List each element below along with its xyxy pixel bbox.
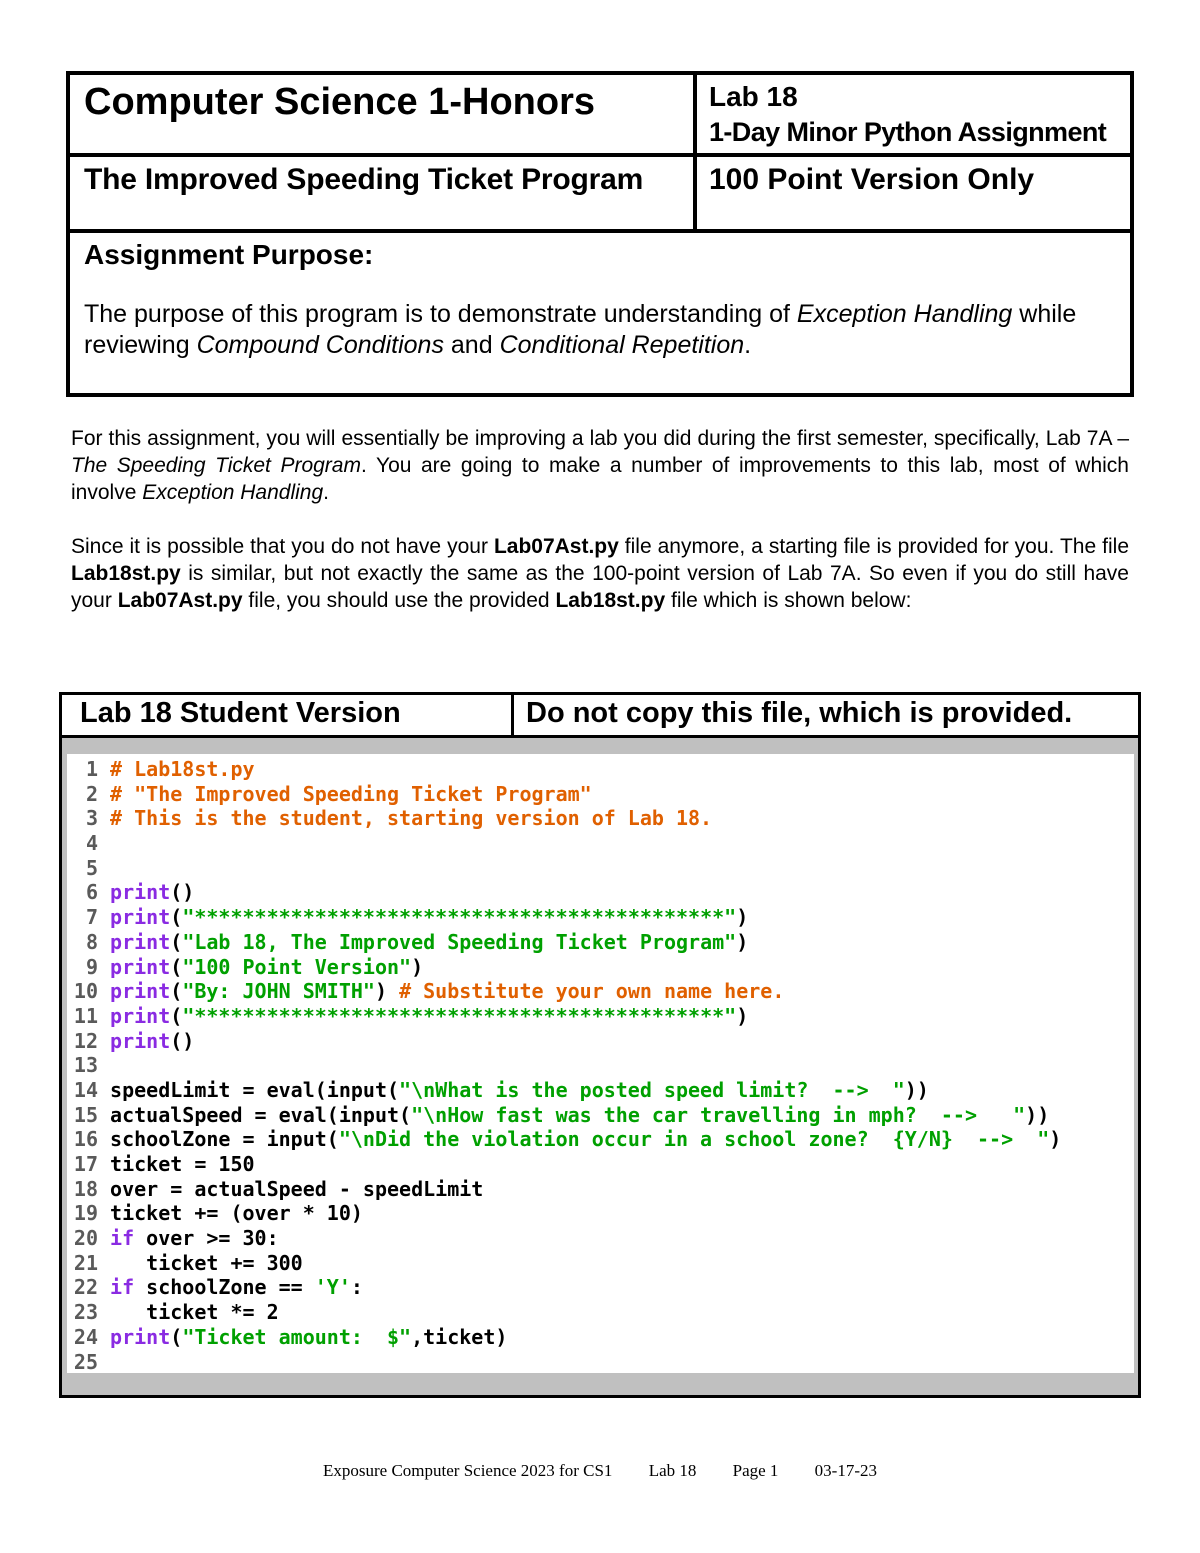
line-number: 19 (73, 1201, 98, 1226)
code-line (70, 1251, 1061, 1276)
code-text: () (170, 1028, 195, 1053)
line-number: 14 (73, 1077, 98, 1102)
code-text: over >= 30: (134, 1226, 279, 1251)
bold-filename: Lab18st.py (555, 589, 666, 612)
code-line (70, 856, 1061, 881)
code-string: "********************************************" (182, 905, 737, 930)
code-line (70, 1300, 1061, 1325)
text-run: . You are going to make a number of improvements to this lab, most of which involve (71, 454, 1129, 504)
version-label: 100 Point Version Only (709, 163, 1035, 196)
code-text: ticket *= 2 (110, 1300, 279, 1325)
line-number: 8 (85, 929, 98, 954)
line-number: 24 (73, 1324, 98, 1349)
line-number: 12 (73, 1028, 98, 1053)
code-keyword: print (110, 954, 171, 979)
code-keyword: print (110, 1324, 171, 1349)
course-cell (70, 75, 697, 157)
code-line (70, 930, 1061, 955)
code-line (70, 831, 1061, 856)
bold-filename: Lab18st.py (71, 562, 181, 585)
text-run: while reviewing (84, 300, 1077, 359)
code-comment: # Lab18st.py (110, 757, 255, 781)
code-comment: # Substitute your own name here. (399, 979, 785, 1004)
code-text: () (170, 880, 195, 905)
code-line (70, 979, 1061, 1004)
page-footer (0, 1461, 1200, 1481)
code-text: ( (170, 1324, 183, 1349)
code-text: ticket = 150 (110, 1152, 255, 1176)
text-run: file anymore, a starting file is provided for you. The file (618, 535, 1129, 558)
text-run: The purpose of this program is to demonstrate understanding of (84, 300, 797, 328)
text-run: and (443, 331, 500, 359)
code-string: "********************************************" (182, 1003, 737, 1028)
purpose-cell (70, 233, 1130, 393)
line-number: 3 (85, 806, 98, 831)
italic-text: Exception Handling (142, 481, 324, 504)
code-keyword: print (110, 1003, 171, 1028)
code-string: "\nHow fast was the car travelling in mph? --> " (411, 1102, 1026, 1127)
version-cell (697, 157, 1130, 233)
code-text: ) (1049, 1127, 1062, 1152)
line-number: 21 (73, 1250, 98, 1275)
code-string: "100 Point Version" (182, 954, 412, 979)
italic-text: Compound Conditions (196, 331, 444, 359)
code-text: ( (170, 1003, 183, 1028)
lab-cell (697, 75, 1130, 157)
line-number: 2 (85, 781, 98, 806)
line-number: 5 (85, 855, 98, 880)
footer-lab: Lab 18 (648, 1461, 697, 1480)
code-text: : (350, 1275, 363, 1300)
code-line (70, 955, 1061, 980)
code-line (70, 1078, 1061, 1103)
code-text: ( (170, 905, 183, 930)
code-listing-note: Do not copy this file, which is provided. (526, 697, 1073, 729)
program-title-cell (70, 157, 697, 233)
code-line (70, 1004, 1061, 1029)
code-text: ( (170, 929, 183, 954)
code-listing-header (62, 695, 1138, 738)
line-number: 22 (73, 1275, 98, 1300)
assignment-header-table (66, 71, 1134, 397)
code-line (70, 1177, 1061, 1202)
code-text: ( (170, 979, 183, 1004)
code-text: ) (736, 929, 749, 954)
line-number: 9 (85, 954, 98, 979)
line-number: 17 (73, 1152, 98, 1176)
code-line (70, 1275, 1061, 1300)
purpose-heading: Assignment Purpose: (84, 239, 374, 270)
code-text: ticket += (over * 10) (110, 1201, 363, 1226)
code-line (70, 1053, 1061, 1078)
italic-text: Conditional Repetition (499, 331, 745, 359)
code-text: )) (1025, 1102, 1050, 1127)
text-run: . (744, 331, 752, 359)
italic-text: The Speeding Ticket Program (71, 454, 361, 477)
code-text: ) (374, 979, 400, 1004)
code-lines (70, 757, 1061, 1374)
code-line (70, 905, 1061, 930)
code-keyword: print (110, 929, 171, 954)
purpose-text (84, 299, 1110, 361)
code-string: 'Y' (314, 1275, 351, 1300)
code-string: "\nDid the violation occur in a school zone? {Y/N} --> " (338, 1127, 1050, 1152)
code-line (70, 782, 1061, 807)
line-number: 18 (73, 1176, 98, 1201)
code-line (70, 1350, 1061, 1375)
line-number: 10 (73, 979, 98, 1004)
code-text: ) (736, 905, 749, 930)
code-listing-box (59, 692, 1141, 1398)
lab-number: Lab 18 (709, 81, 798, 112)
code-line (70, 1201, 1061, 1226)
text-run: file which is shown below: (665, 589, 912, 612)
code-area (67, 754, 1134, 1373)
footer-book: Exposure Computer Science 2023 for CS1 (323, 1461, 613, 1480)
code-text: ) (411, 954, 424, 979)
bold-filename: Lab07Ast.py (493, 535, 619, 558)
code-keyword: if (110, 1275, 135, 1300)
code-line (70, 757, 1061, 782)
code-string: "\nWhat is the posted speed limit? --> " (399, 1077, 905, 1102)
code-text: schoolZone == (134, 1275, 315, 1300)
code-keyword: print (110, 979, 171, 1004)
code-keyword: if (110, 1226, 135, 1251)
code-listing-title: Lab 18 Student Version (80, 697, 401, 729)
code-line (70, 1127, 1061, 1152)
code-comment: # "The Improved Speeding Ticket Program" (110, 781, 592, 806)
line-number: 4 (85, 831, 98, 856)
code-line (70, 1226, 1061, 1251)
code-text: speedLimit = eval(input( (110, 1077, 400, 1102)
text-run: For this assignment, you will essentially be improving a lab you did during the first semester, specifically, Lab 7A – (71, 427, 1129, 450)
code-keyword: print (110, 905, 171, 930)
line-number: 20 (73, 1226, 98, 1251)
italic-text: Exception Handling (796, 300, 1013, 328)
code-text: ( (170, 954, 183, 979)
code-string: "Lab 18, The Improved Speeding Ticket Program" (182, 929, 737, 954)
line-number: 7 (85, 905, 98, 930)
code-string: "Ticket amount: $" (182, 1324, 412, 1349)
code-line (70, 880, 1061, 905)
course-title: Computer Science 1-Honors (84, 81, 595, 123)
code-keyword: print (110, 1028, 171, 1053)
code-text: ,ticket) (411, 1324, 508, 1349)
code-text: ticket += 300 (110, 1250, 303, 1275)
code-text: )) (904, 1077, 929, 1102)
program-title: The Improved Speeding Ticket Program (84, 163, 644, 196)
footer-date: 03-17-23 (814, 1461, 877, 1480)
line-number: 23 (73, 1300, 98, 1325)
code-line (70, 1152, 1061, 1177)
code-string: "By: JOHN SMITH" (182, 979, 375, 1004)
bold-filename: Lab07Ast.py (117, 589, 243, 612)
starting-file-paragraph (71, 533, 1129, 614)
line-number: 15 (73, 1102, 98, 1127)
code-line (70, 1325, 1061, 1350)
code-text: over = actualSpeed - speedLimit (110, 1176, 484, 1201)
code-line (70, 806, 1061, 831)
line-number: 6 (85, 880, 98, 905)
intro-paragraph (71, 425, 1129, 506)
line-number: 25 (73, 1349, 98, 1374)
footer-page: Page 1 (732, 1461, 779, 1480)
code-line (70, 1029, 1061, 1054)
code-text: actualSpeed = eval(input( (110, 1102, 412, 1127)
code-comment: # This is the student, starting version of Lab 18. (110, 806, 713, 831)
lab-type: 1-Day Minor Python Assignment (709, 117, 1107, 147)
text-run: . (323, 481, 329, 504)
text-run: Since it is possible that you do not have your (71, 535, 494, 558)
text-run: is similar, but not exactly the same as the 100-point version of Lab 7A. So even if you do still have your (71, 562, 1129, 612)
code-keyword: print (110, 880, 171, 905)
text-run: file, you should use the provided (242, 589, 556, 612)
code-text: ) (736, 1003, 749, 1028)
line-number: 16 (73, 1127, 98, 1152)
line-number: 1 (85, 757, 98, 781)
code-listing-title-cell (62, 695, 514, 735)
code-text: schoolZone = input( (110, 1127, 339, 1152)
line-number: 13 (73, 1053, 98, 1078)
line-number: 11 (73, 1003, 98, 1028)
code-line (70, 1103, 1061, 1128)
